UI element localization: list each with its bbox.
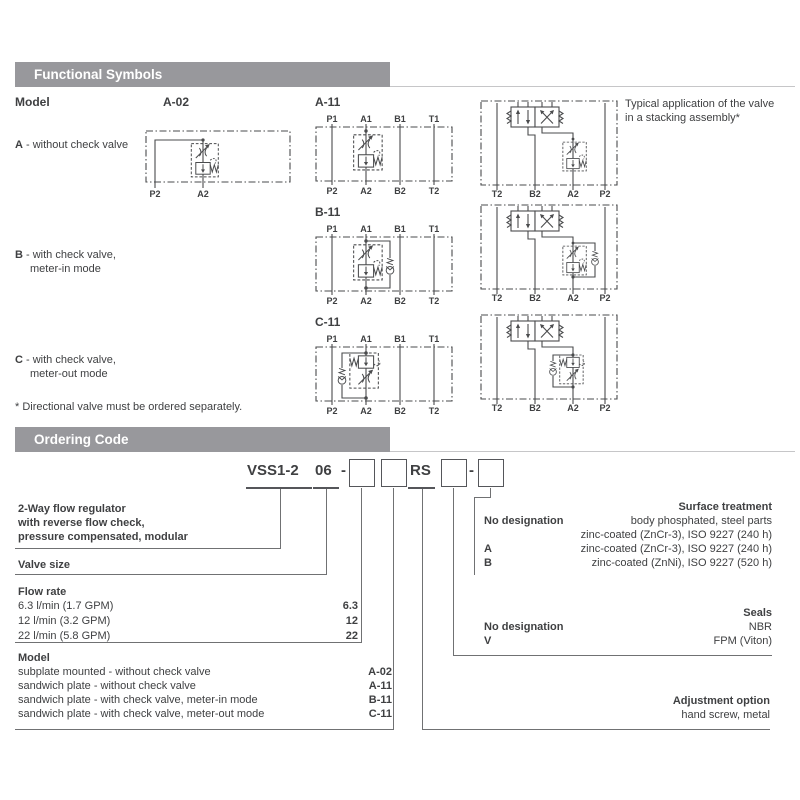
port-label: A2	[360, 296, 372, 306]
flow-regulator-symbol	[354, 129, 383, 170]
connector	[326, 489, 327, 575]
diagram-c11	[308, 328, 460, 420]
flow-regulator-symbol	[354, 239, 383, 280]
row-desc2-b: meter-in mode	[30, 263, 101, 275]
surface-treatment-value: zinc-coated (ZnCr-3), ISO 9227 (240 h)	[580, 529, 772, 541]
diagram-stack-a	[475, 95, 623, 200]
port-label: A2	[197, 189, 209, 199]
code-prefix: VSS1-2	[247, 462, 299, 479]
row-label-b	[15, 248, 116, 262]
model-label: sandwich plate - with check valve, meter-in mode	[18, 694, 258, 706]
surface-treatment-label: A	[484, 543, 492, 555]
header-rule	[390, 451, 795, 452]
check-valve-symbol	[592, 251, 599, 265]
port-label: A2	[360, 186, 372, 196]
code-underline	[246, 487, 312, 489]
port-label: T2	[491, 189, 503, 199]
port-label: A2	[360, 406, 372, 416]
model-value: A-02	[368, 666, 392, 678]
port-label: A2	[567, 293, 579, 303]
row-code-c: C	[15, 354, 23, 366]
port-label: T1	[428, 114, 440, 124]
flow-regulator-symbol	[563, 242, 586, 275]
connector	[15, 729, 394, 730]
row-desc-a: - without check valve	[26, 139, 129, 151]
column-title-a02: A-02	[163, 95, 190, 109]
model-label: sandwich plate - with check valve, meter-out mode	[18, 708, 265, 720]
model-value: B-11	[368, 694, 392, 706]
seals-label: V	[484, 635, 492, 647]
port-label: A1	[360, 224, 372, 234]
ordering-code-header	[15, 427, 390, 452]
check-valve-symbol	[550, 361, 557, 375]
row-label-a	[15, 138, 128, 152]
code-box-flow-rate	[349, 459, 375, 487]
flow-rate-title: Flow rate	[18, 586, 67, 598]
series-line: pressure compensated, modular	[18, 531, 188, 543]
port-label: A2	[567, 403, 579, 413]
seals-value: FPM (Viton)	[713, 635, 772, 647]
model-value: C-11	[368, 708, 392, 720]
diagram-stack-c	[475, 309, 623, 414]
directional-valve-symbol	[507, 102, 563, 127]
code-size: 06	[315, 462, 332, 479]
port-label: B2	[394, 296, 406, 306]
flow-rate-value: 22	[345, 630, 358, 642]
valve-size-title: Valve size	[18, 559, 70, 571]
row-desc-b: - with check valve,	[26, 249, 116, 261]
port-label: T2	[428, 406, 440, 416]
column-title-a11: A-11	[315, 95, 341, 109]
surface-treatment-value: zinc-coated (ZnNi), ISO 9227 (520 h)	[591, 557, 772, 569]
port-label: B1	[394, 114, 406, 124]
flow-regulator-symbol	[560, 355, 585, 384]
header-rule	[390, 86, 795, 87]
port-label: B2	[529, 293, 541, 303]
flow-rate-label: 6.3 l/min (1.7 GPM)	[18, 600, 114, 612]
port-label: P1	[326, 224, 338, 234]
code-rs: RS	[410, 462, 431, 479]
surface-treatment-value: body phosphated, steel parts	[630, 515, 772, 527]
connector	[453, 488, 454, 656]
port-label: T1	[428, 334, 440, 344]
port-label: P1	[326, 114, 338, 124]
row-code-a: A	[15, 139, 23, 151]
flow-rate-value: 12	[345, 615, 358, 627]
surface-treatment-title: Surface treatment	[678, 501, 772, 513]
port-label: P2	[599, 189, 611, 199]
diagram-b11	[308, 218, 460, 310]
port-label: T2	[428, 296, 440, 306]
port-label: B1	[394, 224, 406, 234]
code-dash: -	[341, 462, 346, 479]
connector	[280, 489, 281, 549]
surface-treatment-value: zinc-coated (ZnCr-3), ISO 9227 (240 h)	[580, 543, 772, 555]
connector	[474, 497, 491, 498]
flow-regulator-symbol	[191, 138, 218, 177]
port-label: A1	[360, 114, 372, 124]
connector	[422, 489, 423, 730]
port-label: B2	[529, 403, 541, 413]
port-label: B1	[394, 334, 406, 344]
code-box-model	[381, 459, 407, 487]
series-line: 2-Way flow regulator	[18, 503, 126, 515]
column-title-c11: C-11	[315, 315, 341, 329]
port-label: P2	[326, 406, 338, 416]
connector	[15, 574, 327, 575]
port-label: P2	[599, 403, 611, 413]
surface-treatment-label: B	[484, 557, 492, 569]
model-value: A-11	[368, 680, 392, 692]
functional-symbols-title: Functional Symbols	[34, 67, 163, 82]
model-title: Model	[18, 652, 50, 664]
seals-title: Seals	[743, 607, 772, 619]
flow-regulator-symbol	[350, 353, 380, 388]
connector	[453, 655, 772, 656]
port-label: B2	[394, 406, 406, 416]
port-label: T2	[491, 293, 503, 303]
seals-value: NBR	[748, 621, 772, 633]
port-label: B2	[529, 189, 541, 199]
flow-rate-label: 12 l/min (3.2 GPM)	[18, 615, 111, 627]
ordering-code-title: Ordering Code	[34, 432, 129, 447]
functional-symbols-header	[15, 62, 390, 87]
connector	[422, 729, 770, 730]
connector	[15, 548, 281, 549]
port-label: T2	[491, 403, 503, 413]
typical-note-line2: in a stacking assembly*	[625, 112, 740, 124]
port-label: P2	[599, 293, 611, 303]
adjustment-value: hand screw, metal	[681, 709, 770, 721]
port-label: P2	[149, 189, 161, 199]
adjustment-title: Adjustment option	[672, 695, 770, 707]
model-label: subplate mounted - without check valve	[18, 666, 211, 678]
port-label: A2	[567, 189, 579, 199]
footnote: * Directional valve must be ordered separately.	[15, 401, 243, 413]
directional-valve-symbol	[507, 206, 563, 231]
row-desc2-c: meter-out mode	[30, 368, 108, 380]
port-label: P2	[326, 186, 338, 196]
surface-treatment-label: No designation	[484, 515, 564, 527]
directional-valve-symbol	[507, 316, 563, 341]
column-title-b11: B-11	[315, 205, 341, 219]
port-label: B2	[394, 186, 406, 196]
seals-label: No designation	[484, 621, 564, 633]
series-line: with reverse flow check,	[18, 517, 145, 529]
port-label: P2	[326, 296, 338, 306]
connector	[361, 488, 362, 643]
flow-rate-label: 22 l/min (5.8 GPM)	[18, 630, 111, 642]
check-valve-symbol	[386, 258, 394, 274]
row-code-b: B	[15, 249, 23, 261]
row-label-c	[15, 353, 116, 367]
typical-note-line1: Typical application of the valve	[625, 98, 775, 110]
diagram-a11	[308, 108, 460, 200]
port-label: T2	[428, 186, 440, 196]
check-valve-symbol	[338, 368, 346, 384]
connector	[474, 497, 475, 575]
code-box-surface-treatment	[478, 459, 504, 487]
flow-rate-value: 6.3	[342, 600, 358, 612]
connector	[393, 488, 394, 730]
model-label: sandwich plate - without check valve	[18, 680, 196, 692]
model-column-header: Model	[15, 95, 50, 109]
flow-regulator-symbol	[563, 138, 586, 171]
diagram-a02	[140, 120, 300, 200]
port-label: T1	[428, 224, 440, 234]
row-desc-c: - with check valve,	[26, 354, 116, 366]
code-box-seals	[441, 459, 467, 487]
port-label: P1	[326, 334, 338, 344]
code-dash: -	[469, 462, 474, 479]
port-label: A1	[360, 334, 372, 344]
diagram-stack-b	[475, 199, 623, 304]
